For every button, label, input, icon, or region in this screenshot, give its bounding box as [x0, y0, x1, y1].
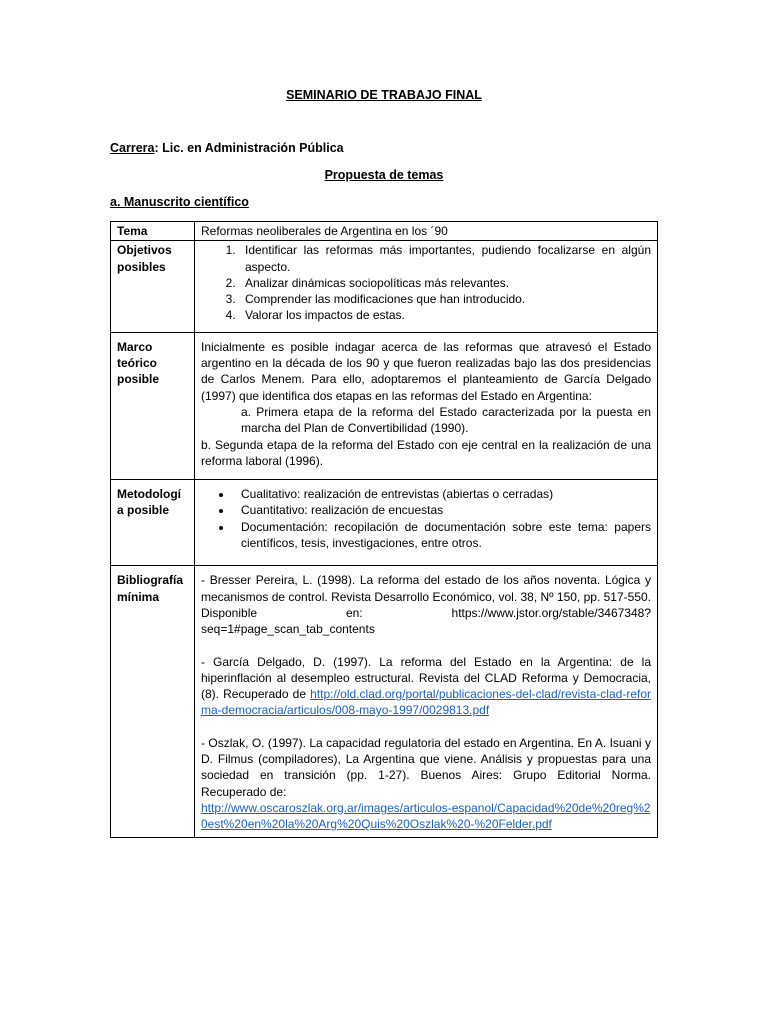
oszlak-article-link[interactable]: http://www.oscaroszlak.org.ar/images/articulos-espanol/Capacidad%20de%20reg%20est%20en%20la%20Arg%20Quis%20Oszlak%20-%20Felder.pdf: [201, 800, 651, 832]
clad-article-link[interactable]: http://old.clad.org/portal/publicaciones-del-clad/revista-clad-reforma-democracia/articulos/008-mayo-1997/0029813.pdf: [201, 687, 651, 718]
marco-label: Marco teórico posible: [111, 332, 195, 479]
reference-bresser: - Bresser Pereira, L. (1998). La reforma del estado de los años noventa. Lógica y mecanismos de control. Revista Desarrollo Económico, vol. 38, Nº 150, pp. 517-550. Disponible en: https://www.jstor.org/stable/3467348?seq=1#page_scan_tab_contents: [201, 573, 651, 637]
reference-oszlak: [201, 735, 651, 833]
metodologia-label: Metodologí a posible: [111, 480, 195, 566]
carrera-value: : Lic. en Administración Pública: [154, 141, 344, 155]
tema-label: Tema: [111, 222, 195, 241]
list-item: • Cuantitativo: realización de encuestas: [233, 502, 651, 518]
bibliografia-label: Bibliografía mínima: [111, 566, 195, 837]
table-row-marco: [111, 332, 658, 479]
carrera-line: [110, 141, 344, 155]
table-row-objetivos: [111, 241, 658, 332]
metodologia-cell: [195, 480, 658, 566]
table-row-tema: [111, 222, 658, 241]
reference-oszlak-text: - Oszlak, O. (1997). La capacidad regulatoria del estado en Argentina. En A. Isuani y D. Filmus (compiladores), La Argentina que viene. Análisis y propuestas para una sociedad en transición (pp. 1-27). Buenos Aires: Grupo Editorial Norma. Recuperado de:: [201, 735, 651, 799]
topics-table: [110, 221, 658, 838]
table-row-metodologia: [111, 480, 658, 566]
list-item: 2. Analizar dinámicas sociopolíticas más relevantes.: [239, 275, 651, 291]
reference-garcia-text: - García Delgado, D. (1997). La reforma del Estado en la Argentina: de la hiperinflación al desempleo estructural. Revista del CLAD Reforma y Democracia, (8). Recuperado de: [201, 654, 651, 702]
marco-item-a: a. Primera etapa de la reforma del Estado caracterizada por la puesta en marcha del Plan de Convertibilidad (1990).: [241, 404, 651, 436]
reference-garcia-delgado: [201, 654, 651, 719]
objetivos-cell: [195, 241, 658, 332]
carrera-label: Carrera: [110, 141, 155, 155]
propuesta-heading: Propuesta de temas: [324, 168, 444, 182]
metodologia-list: [201, 486, 651, 551]
marco-cell: [195, 332, 658, 479]
table-row-bibliografia: [111, 566, 658, 837]
list-item: 1. Identificar las reformas más importantes, pudiendo focalizarse en algún aspecto.: [239, 242, 651, 275]
list-item: • Documentación: recopilación de documentación sobre este tema: papers científicos, tesis, investigaciones, entre otros.: [233, 519, 651, 552]
bibliografia-cell: [195, 566, 658, 837]
section-heading: a. Manuscrito científico: [110, 195, 249, 209]
marco-item-b: b. Segunda etapa de la reforma del Estado con eje central en la realización de una reforma laboral (1996).: [201, 437, 651, 468]
objetivos-label: Objetivos posibles: [111, 241, 195, 332]
objetivos-list: [201, 242, 651, 323]
list-item: 3. Comprender las modificaciones que han introducido.: [239, 291, 651, 307]
marco-intro: Inicialmente es posible indagar acerca de las reformas que atravesó el Estado argentino en la década de los 90 y que fueron realizadas bajo las dos presidencias de Carlos Menem. Para ello, adoptaremos el planteamiento de García Delgado (1997) que identifica dos etapas en las reformas del Estado en Argentina:: [201, 339, 651, 403]
document-title: SEMINARIO DE TRABAJO FINAL: [286, 88, 482, 102]
list-item: • Cualitativo: realización de entrevistas (abiertas o cerradas): [233, 486, 651, 502]
tema-value: Reformas neoliberales de Argentina en los ´90: [195, 222, 658, 241]
list-item: 4. Valorar los impactos de estas.: [239, 307, 651, 323]
